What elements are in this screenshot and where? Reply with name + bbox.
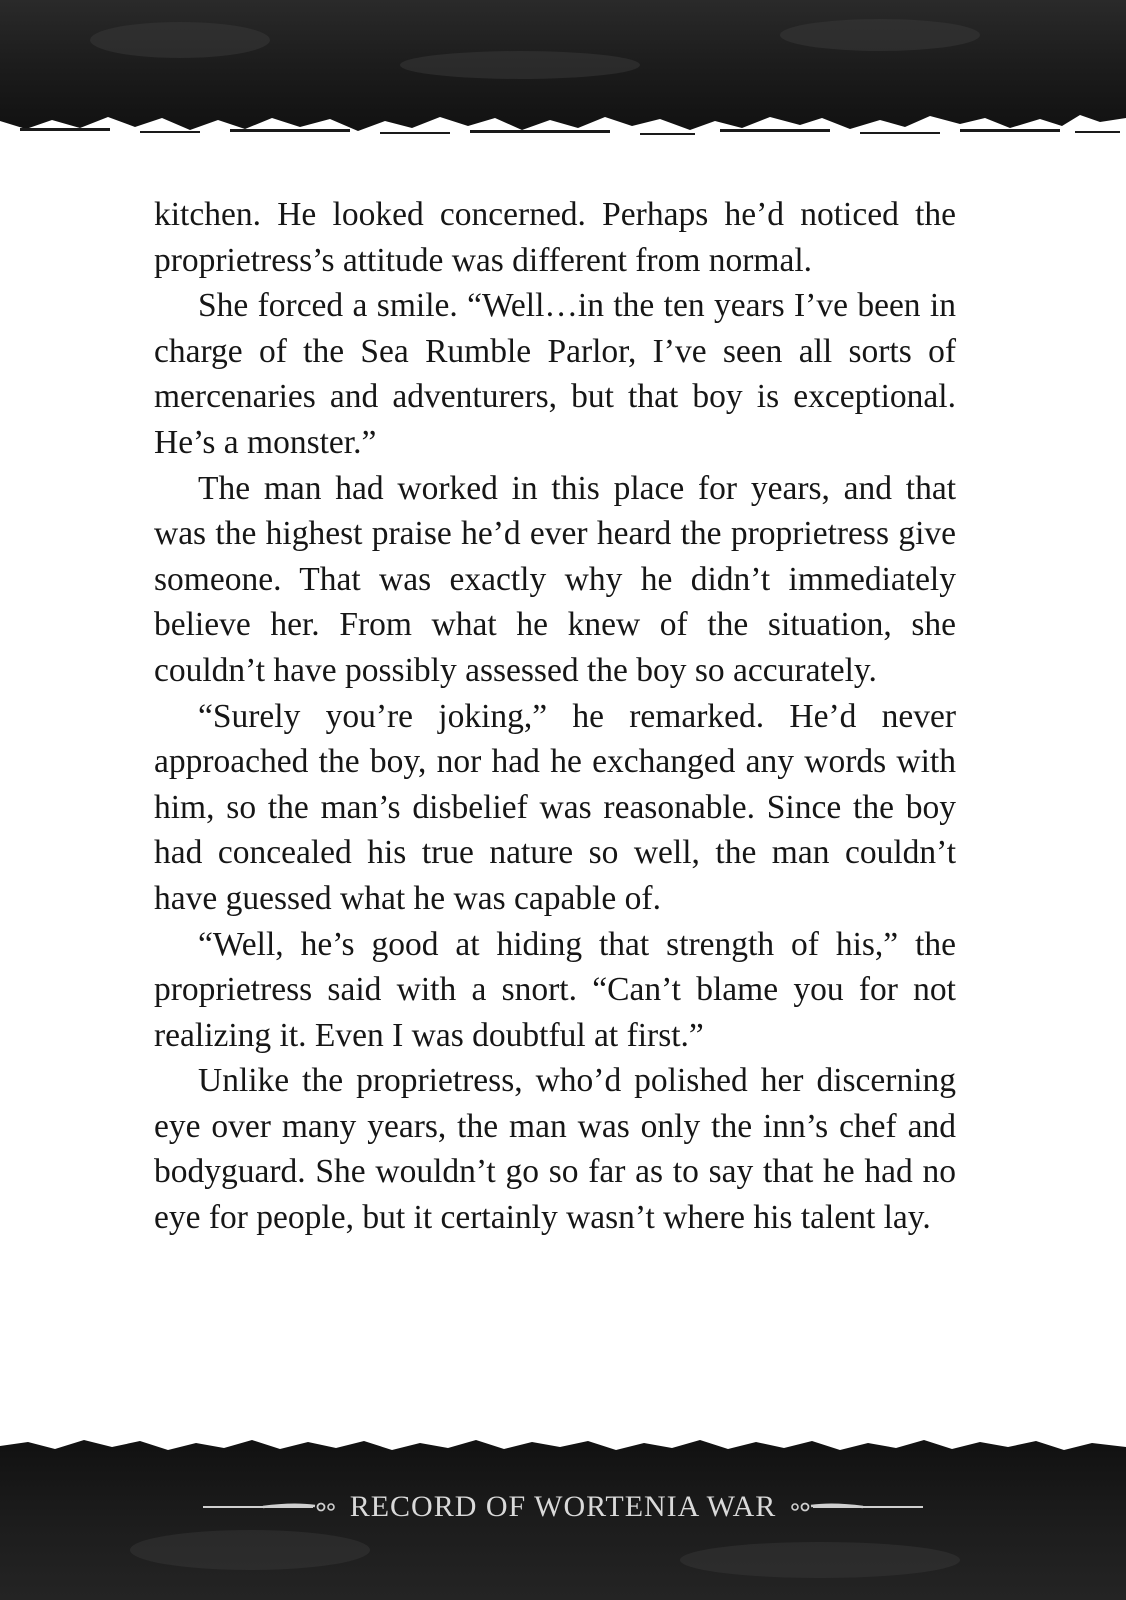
paragraph-3: The man had worked in this place for years, and that was the highest praise he’d ever heard the proprietress give someone. That was exactly why he didn’t immediately believe her. From what he knew of the situation, she couldn’t have possibly assessed the boy so accurately. [154,469,956,689]
book-title: RECORD OF WORTENIA WAR [349,1490,777,1523]
paragraph-6: Unlike the proprietress, who’d polished her discerning eye over many years, the man was only the inn’s chef and bodyguard. She wouldn’t go so far as to say that he had no eye for people, but it certainly wasn’t where his talent lay. [154,1062,956,1237]
left-flourish-icon [203,1500,338,1514]
paragraph-1: kitchen. He looked concerned. Perhaps he’d noticed the proprietress’s attitude was different from normal. [154,196,956,279]
paragraph-4: “Surely you’re joking,” he remarked. He’d never approached the boy, nor had he exchanged any words with him, so the man’s disbelief was reasonable. Since the boy had concealed his true nature so well, the man couldn’t have guessed what he was capable of. [154,697,956,917]
right-flourish-icon [788,1500,923,1514]
paragraph-2: She forced a smile. “Well…in the ten years I’ve been in charge of the Sea Rumble Parlor, I’ve seen all sorts of mercenaries and adventurers, but that boy is exceptional. He’s a monster.” [154,287,956,461]
paragraph-5: “Well, he’s good at hiding that strength of his,” the proprietress said with a snort. “Can’t blame you for not realizing it. Even I was doubtful at first.” [154,925,956,1054]
top-grunge-band [0,0,1126,150]
running-footer [0,1487,1126,1527]
body-text [154,192,956,1241]
